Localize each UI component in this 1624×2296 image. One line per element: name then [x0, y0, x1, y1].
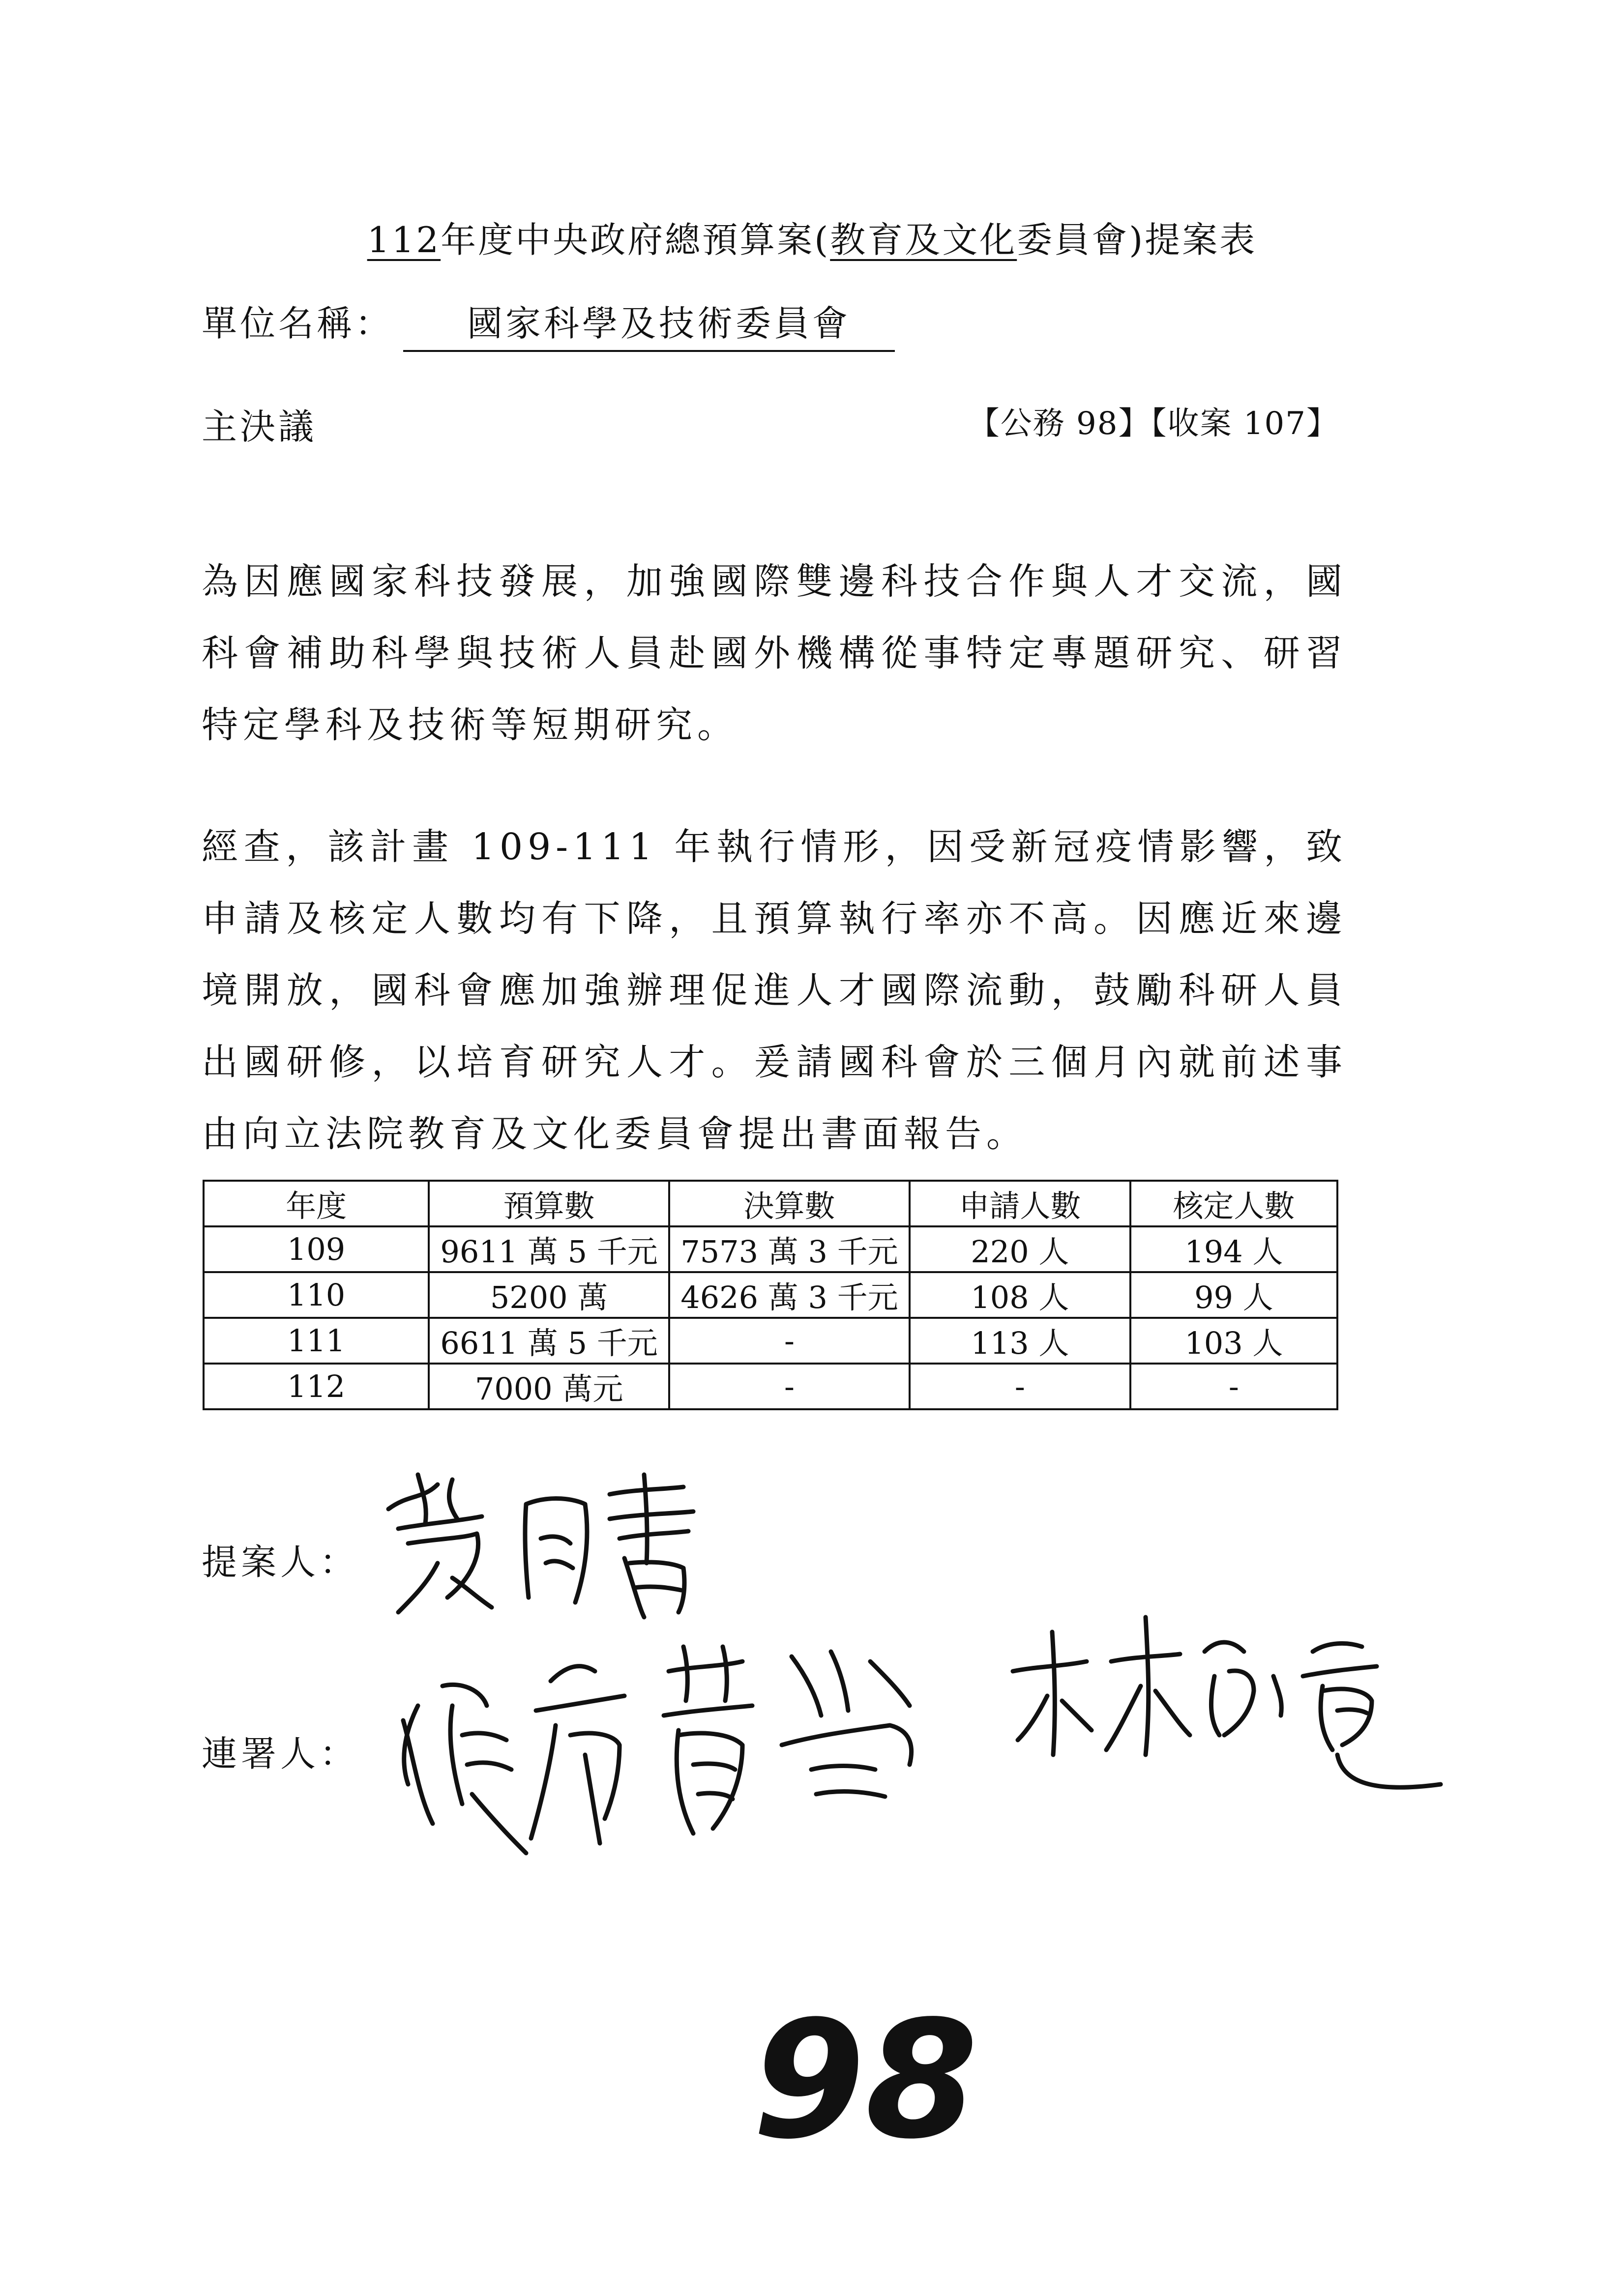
cosigner-signature-2 — [998, 1588, 1450, 1824]
table-cell: 108 人 — [910, 1272, 1130, 1318]
budget-table — [203, 1180, 1338, 1410]
cosigner-label: 連署人： — [202, 1733, 359, 1774]
table-cell: 194 人 — [1130, 1226, 1337, 1272]
proposer-signature — [379, 1465, 713, 1627]
title-end: 委員會)提案表 — [1017, 219, 1257, 261]
table-cell: 111 — [204, 1318, 429, 1364]
table-cell: 112 — [204, 1364, 429, 1409]
reference-numbers: 【公務 98】【收案 107】 — [968, 406, 1339, 442]
page-number: 98 — [752, 1986, 978, 2175]
table-row — [204, 1272, 1337, 1318]
document-title — [0, 211, 1624, 262]
table-row — [204, 1318, 1337, 1364]
unit-name: 國家科學及技術委員會 — [403, 295, 895, 352]
table-cell: 109 — [204, 1226, 429, 1272]
table-cell: 113 人 — [910, 1318, 1130, 1364]
table-row — [204, 1226, 1337, 1272]
header-final-accounts: 決算數 — [669, 1181, 910, 1226]
unit-label: 單位名稱： — [202, 303, 394, 344]
table-cell: 99 人 — [1130, 1272, 1337, 1318]
table-cell: - — [910, 1364, 1130, 1409]
table-cell: 5200 萬 — [429, 1272, 669, 1318]
table-cell: 6611 萬 5 千元 — [429, 1318, 669, 1364]
paragraph-background: 為因應國家科技發展，加強國際雙邊科技合作與人才交流，國科會補助科學與技術人員赴國外機構從事特定專題研究、研習特定學科及技術等短期研究。 — [202, 560, 1347, 746]
title-middle: 年度中央政府總預算案( — [441, 219, 830, 261]
table-cell: 103 人 — [1130, 1318, 1337, 1364]
title-committee: 教育及文化 — [830, 219, 1017, 261]
table-cell: 7573 萬 3 千元 — [669, 1226, 910, 1272]
table-header-row — [204, 1181, 1337, 1226]
cosigner-signature-1 — [388, 1607, 969, 1883]
table-row — [204, 1364, 1337, 1409]
table-cell: 4626 萬 3 千元 — [669, 1272, 910, 1318]
table-cell: 7000 萬元 — [429, 1364, 669, 1409]
table-cell: 110 — [204, 1272, 429, 1318]
header-approved: 核定人數 — [1130, 1181, 1337, 1226]
motion-label: 主決議 — [202, 406, 317, 447]
header-applicants: 申請人數 — [910, 1181, 1130, 1226]
header-year: 年度 — [204, 1181, 429, 1226]
proposer-label: 提案人： — [202, 1541, 359, 1583]
paragraph-findings: 經查，該計畫 109-111 年執行情形，因受新冠疫情影響，致申請及核定人數均有下降，且預算執行率亦不高。因應近來邊境開放，國科會應加強辦理促進人才國際流動，鼓勵科研人員出國研修，以培育研究人才。爰請國科會於三個月內就前述事由向立法院教育及文化委員會提出書面報告。 — [202, 826, 1347, 1155]
table-cell: - — [1130, 1364, 1337, 1409]
title-year: 112 — [367, 219, 441, 261]
table-cell: - — [669, 1318, 910, 1364]
table-cell: 220 人 — [910, 1226, 1130, 1272]
unit-row — [202, 295, 895, 352]
header-budget: 預算數 — [429, 1181, 669, 1226]
table-cell: 9611 萬 5 千元 — [429, 1226, 669, 1272]
table-cell: - — [669, 1364, 910, 1409]
